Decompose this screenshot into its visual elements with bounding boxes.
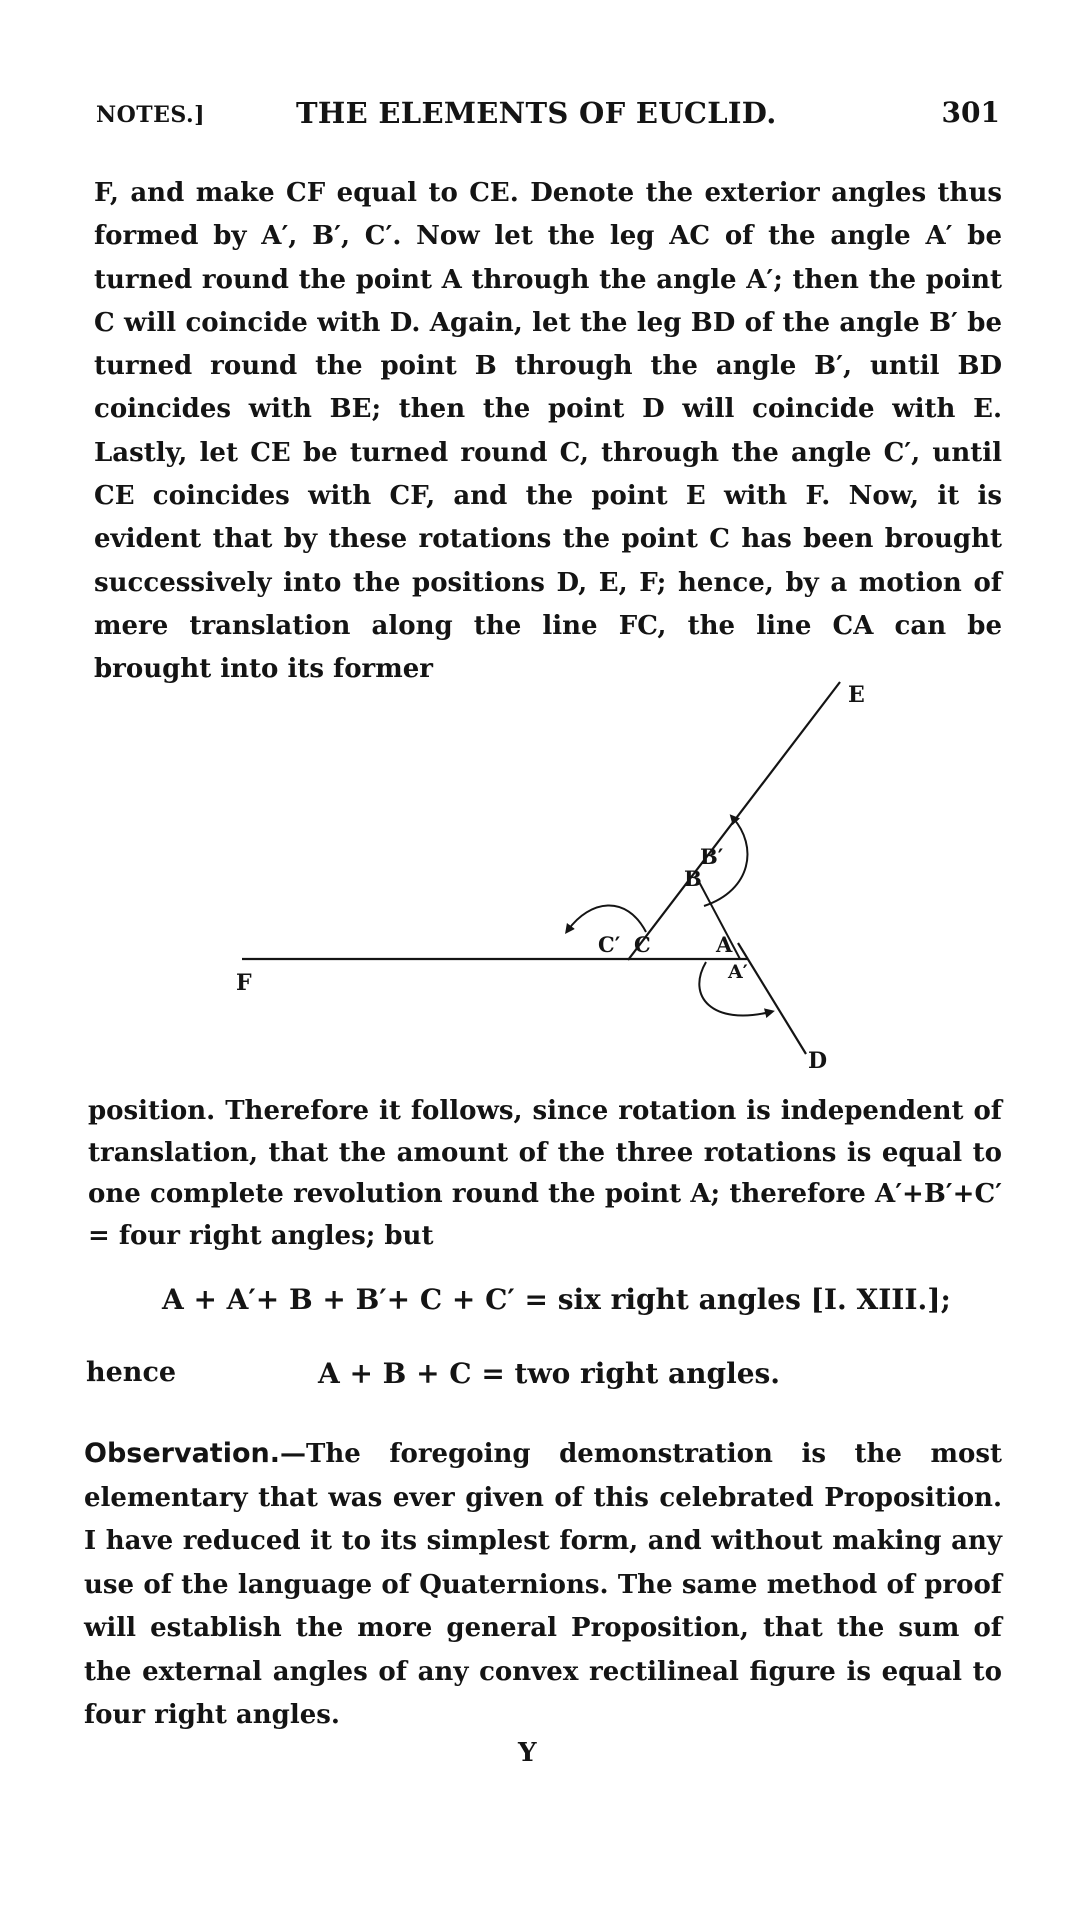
line-AD — [738, 943, 806, 1054]
signature-mark: Y — [518, 1738, 537, 1768]
label-B-prime: B′ — [700, 844, 724, 869]
label-A-prime: A′ — [728, 961, 748, 983]
label-D: D — [808, 1048, 828, 1074]
label-A: A — [716, 932, 733, 957]
page-number: 301 — [941, 96, 1000, 129]
label-C-prime: C′ — [598, 932, 621, 957]
body-paragraph-2: position. Therefore it follows, since rotation is independent of translation, that the amount of the three rotations is equal to one complete revolution round the point A; therefore A′+B′+C′ = four right angles; but — [88, 1096, 1002, 1251]
label-E: E — [848, 682, 865, 708]
equation-six-right-angles: A + A′+ B + B′+ C + C′ = six right angles [I. XIII.]; — [162, 1283, 951, 1316]
observation-text: —The foregoing demonstration is the most elementary that was ever given of this celebrated Proposition. I have reduced it to its simplest form, and without making any use of the language of Quaternions. The same method of proof will establish the more general Proposition, that the sum of the external angles of any convex rectilineal figure is equal to four right angles. — [84, 1439, 1002, 1730]
header-section-label: NOTES.] — [96, 102, 206, 128]
label-C: C — [634, 932, 651, 957]
label-B: B — [684, 866, 702, 891]
observation-heading: Observation. — [84, 1438, 280, 1469]
equation-two-right-angles: A + B + C = two right angles. — [318, 1357, 781, 1390]
running-title: THE ELEMENTS OF EUCLID. — [296, 96, 777, 130]
line-CE — [628, 682, 840, 960]
label-F: F — [236, 970, 252, 996]
arc-C-prime — [568, 905, 646, 932]
hence-label: hence — [86, 1357, 177, 1388]
observation-paragraph — [84, 1432, 1002, 1738]
body-paragraph-1: F, and make CF equal to CE. Denote the exterior angles thus formed by A′, B′, C′. Now let the leg AC of the angle A′ be turned round the point A through the angle A′; then the point C will coincide with D. Again, let the leg BD of the angle B′ be turned round the point B through the angle B′, until BD coincides with BE; then the point D will coincide with E. Lastly, let CE be turned round C, through the angle C′, until CE coincides with CF, and the point E with F. Now, it is evident that by these rotations the point C has been brought successively into the positions D, E, F; hence, by a motion of mere translation along the line FC, the line CA can be brought into its former — [94, 178, 1002, 685]
